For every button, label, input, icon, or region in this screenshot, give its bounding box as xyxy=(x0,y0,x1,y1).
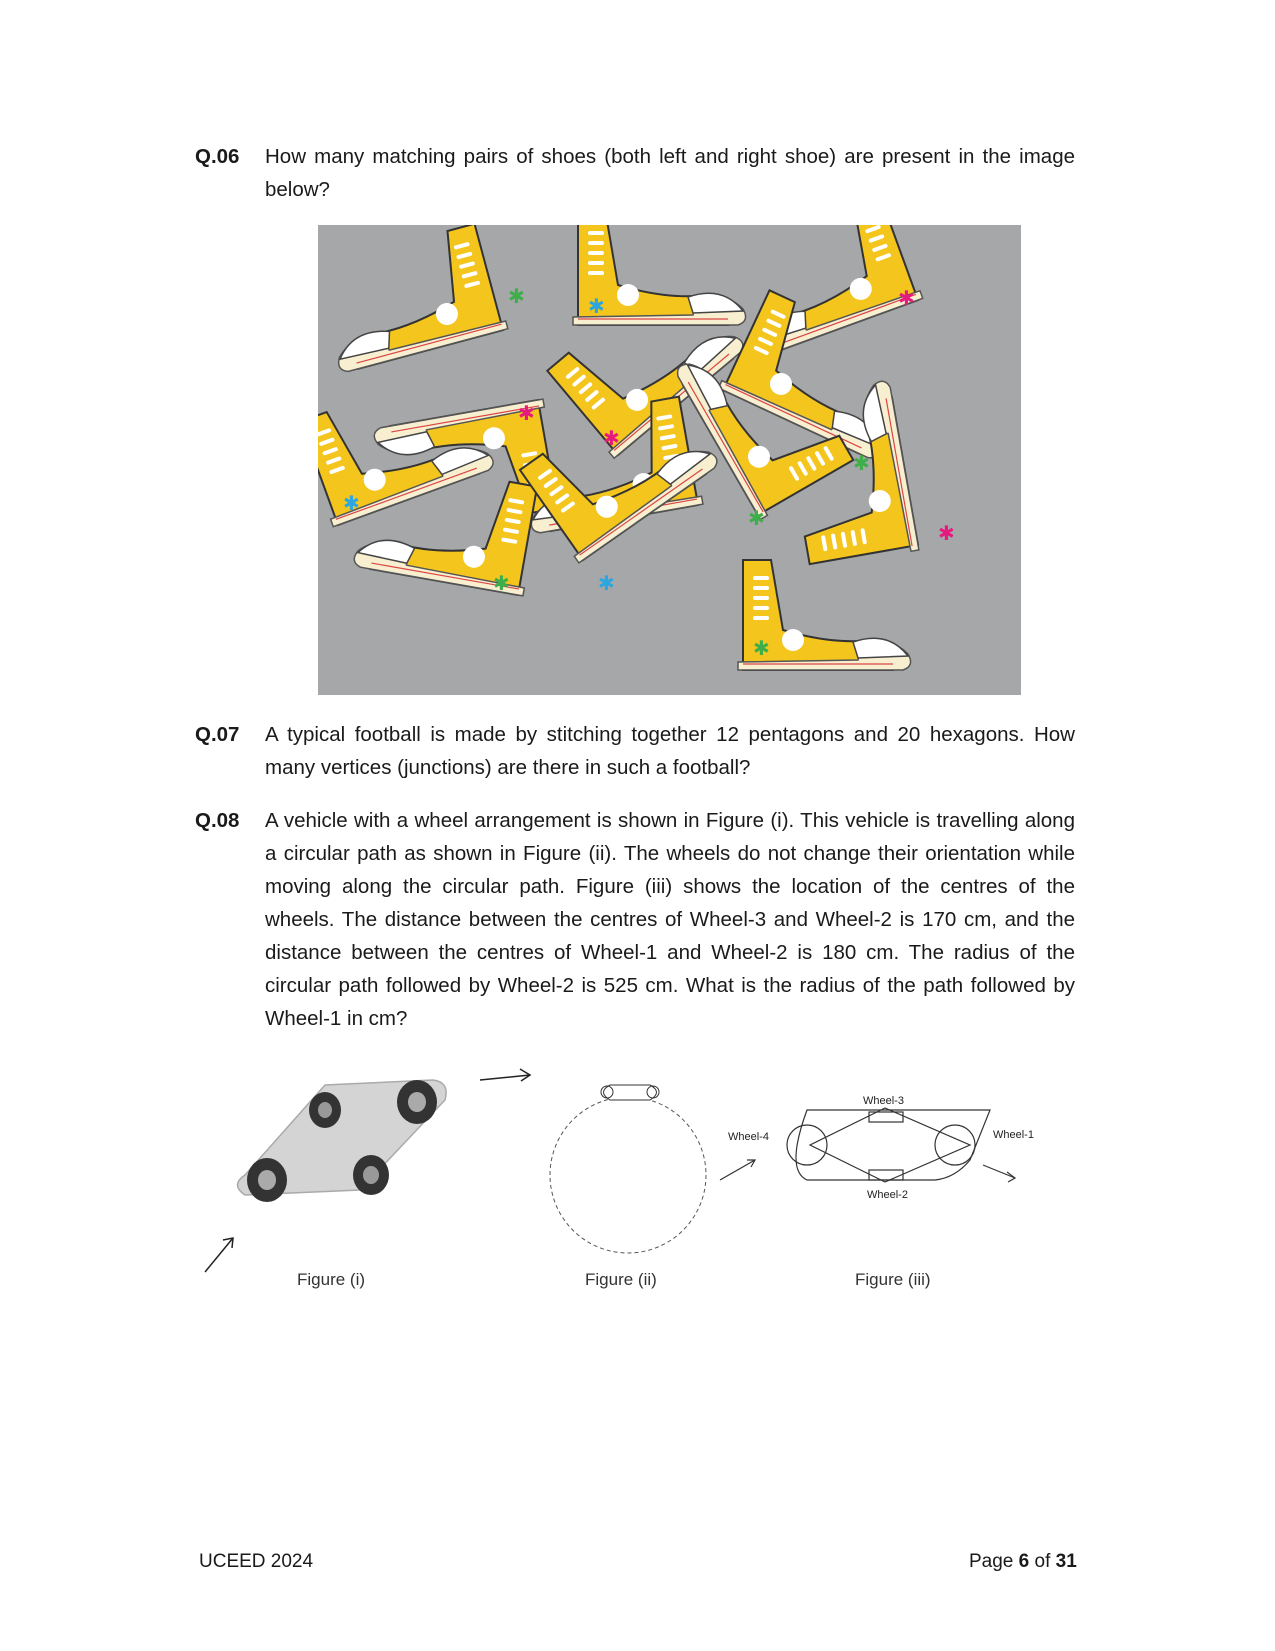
svg-text:✱: ✱ xyxy=(938,521,955,545)
figure-label: Figure (i) xyxy=(297,1270,366,1289)
question-text: A vehicle with a wheel arrangement is shown in Figure (i). This vehicle is travelling along a circular path as shown in Figure (ii). The wheels do not change their orientation while moving along the circular path. Figure (iii) shows the location of the centres of the wheels. The distance between the centres of Wheel-3 and Wheel-2 is 170 cm, and the distance between the centres of Wheel-1 and Wheel-2 is 180 cm. The radius of the circular path followed by Wheel-2 is 525 cm. What is the radius of the path followed by Wheel-1 in cm? xyxy=(265,809,1075,1030)
svg-text:✱: ✱ xyxy=(598,571,615,595)
question-number: Q.06 xyxy=(195,145,240,168)
footer-exam-name: UCEED 2024 xyxy=(199,1551,314,1572)
vehicle-figure xyxy=(205,1069,530,1289)
figure-label: Figure (iii) xyxy=(855,1270,931,1289)
question-6 xyxy=(195,140,1075,206)
svg-text:✱: ✱ xyxy=(898,286,915,310)
svg-text:✱: ✱ xyxy=(508,284,525,308)
wheel-icon xyxy=(247,1158,287,1202)
question-text: A typical football is made by stitching together 12 pentagons and 20 hexagons. How many vertices (junctions) are there in such a football? xyxy=(265,723,1075,779)
wheel-2-label: Wheel-2 xyxy=(867,1189,908,1201)
svg-text:✱: ✱ xyxy=(493,571,510,595)
wheel-1-label: Wheel-1 xyxy=(993,1129,1034,1141)
wheel-centres-figure xyxy=(720,1108,1015,1182)
wheel-3-label: Wheel-3 xyxy=(863,1095,904,1107)
question-7 xyxy=(195,718,1075,784)
wheel-icon xyxy=(397,1080,437,1124)
svg-text:✱: ✱ xyxy=(588,294,605,318)
question-number: Q.08 xyxy=(195,809,240,832)
vehicle-figures xyxy=(195,1060,1095,1300)
svg-text:✱: ✱ xyxy=(753,636,770,660)
question-number: Q.07 xyxy=(195,723,240,746)
figure-label: Figure (ii) xyxy=(585,1270,657,1289)
wheel-4-label: Wheel-4 xyxy=(728,1131,769,1143)
footer-page-number: Page 6 of 31 xyxy=(969,1551,1077,1572)
wheel-icon xyxy=(309,1092,341,1128)
svg-text:✱: ✱ xyxy=(343,491,360,515)
wheel-icon xyxy=(353,1155,389,1195)
question-8 xyxy=(195,804,1075,1035)
svg-text:✱: ✱ xyxy=(518,401,535,425)
svg-text:✱: ✱ xyxy=(748,506,765,530)
svg-text:✱: ✱ xyxy=(853,451,870,475)
circular-path-figure xyxy=(550,1085,706,1289)
question-text: How many matching pairs of shoes (both left and right shoe) are present in the image below? xyxy=(265,145,1075,201)
shoes-image xyxy=(318,225,1021,695)
svg-text:✱: ✱ xyxy=(603,426,620,450)
